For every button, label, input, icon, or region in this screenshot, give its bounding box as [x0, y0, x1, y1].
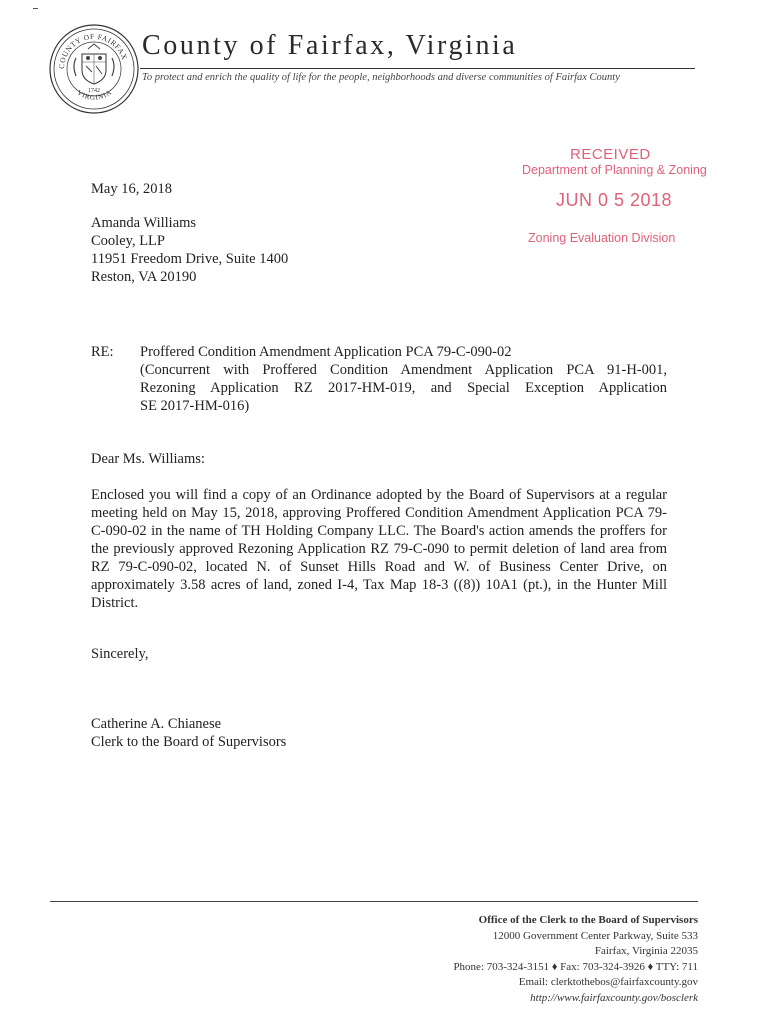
re-line: SE 2017-HM-016)	[140, 398, 250, 414]
recipient-name: Amanda Williams	[91, 215, 197, 231]
footer-url-link[interactable]: http://www.fairfaxcounty.gov/bosclerk	[530, 991, 698, 1004]
footer-address-line1: 12000 Government Center Parkway, Suite 533	[492, 929, 698, 942]
footer-office: Office of the Clerk to the Board of Supervisors	[478, 914, 698, 926]
stamp-received: RECEIVED	[570, 146, 651, 163]
re-line: Proffered Condition Amendment Application PCA 79-C-090-02	[140, 344, 512, 360]
scan-mark	[33, 8, 38, 9]
footer-divider	[50, 901, 698, 902]
re-line: (Concurrent with Proffered Condition Amendment Application PCA 91-H-001,	[140, 362, 667, 378]
footer-address-line2: Fairfax, Virginia 22035	[594, 945, 698, 957]
salutation: Dear Ms. Williams:	[91, 451, 205, 467]
header-divider	[140, 68, 695, 69]
recipient-company: Cooley, LLP	[91, 233, 165, 249]
signer-name: Catherine A. Chianese	[91, 716, 222, 732]
re-subject	[140, 343, 667, 415]
signer-title: Clerk to the Board of Supervisors	[91, 734, 287, 750]
stamp-department: Department of Planning & Zoning	[522, 163, 707, 177]
footer-email[interactable]: Email: clerktothebos@fairfaxcounty.gov	[518, 976, 698, 988]
seal-top-text: COUNTY OF FAIRFAX	[56, 31, 130, 70]
footer-contact	[453, 913, 698, 1006]
county-seal-icon	[48, 22, 140, 116]
footer-phones: Phone: 703-324-3151 ♦ Fax: 703-324-3926 ♦ TTY: 711	[453, 960, 698, 973]
signature-block	[91, 715, 286, 751]
letter-body-paragraph: Enclosed you will find a copy of an Ordinance adopted by the Board of Supervisors at a regular meeting held on May 15, 2018, approving Proffered Condition Amendment Application PCA 79-C-090-02 in the name of TH Holding Company LLC. The Board's action amends the proffers for the previously approved Rezoning Application RZ 79-C-090 to permit deletion of land area from RZ 79-C-090-02, located N. of Sunset Hills Road and W. of Business Center Drive, on approximately 3.58 acres of land, zoned I-4, Tax Map 18-3 ((8)) 10A1 (pt.), in the Hunter Mill District.	[91, 487, 667, 611]
recipient-city: Reston, VA 20190	[91, 269, 197, 285]
stamp-division: Zoning Evaluation Division	[528, 231, 676, 245]
re-line: Rezoning Application RZ 2017-HM-019, and Special Exception Application	[140, 380, 667, 396]
seal-bottom-text: VIRGINIA	[75, 88, 114, 102]
county-title: County of Fairfax, Virginia	[142, 30, 518, 61]
recipient-street: 11951 Freedom Drive, Suite 1400	[91, 251, 289, 267]
closing: Sincerely,	[91, 646, 149, 662]
recipient-address	[91, 214, 288, 286]
letter-date: May 16, 2018	[91, 181, 172, 197]
re-label: RE:	[91, 344, 114, 360]
county-tagline: To protect and enrich the quality of life for the people, neighborhoods and diverse communities of Fairfax County	[142, 72, 620, 83]
stamp-date: JUN 0 5 2018	[556, 190, 673, 210]
seal-year: 1742	[88, 88, 100, 94]
